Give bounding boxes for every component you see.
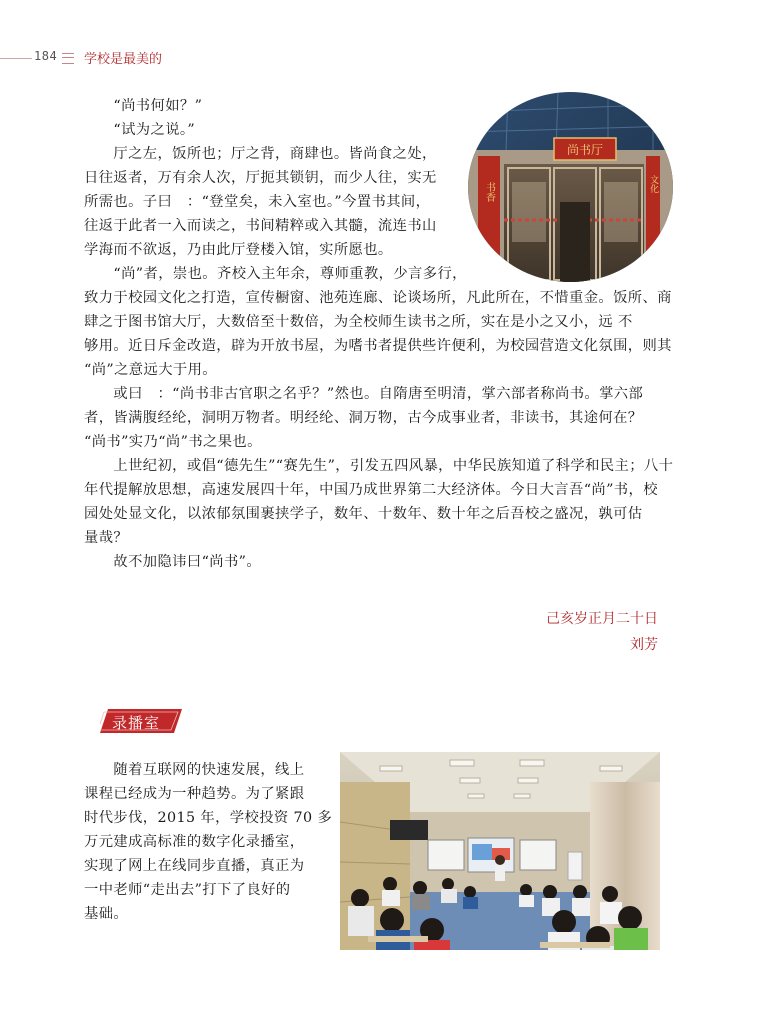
article-line: “尚书何如？”	[84, 98, 203, 114]
section-line: 一中老师“走出去”打下了良好的	[84, 882, 291, 898]
book-hall-illustration	[468, 92, 673, 282]
right-banner	[646, 156, 660, 266]
article-line: 学海而不欲返，乃由此厅登楼入馆，实所愿也。	[84, 242, 393, 258]
tv-screen	[390, 820, 428, 840]
section-tag-label: 录播室	[112, 714, 161, 732]
section-line: 随着互联网的快速发展，线上	[84, 762, 305, 778]
article-line: 者，皆满腹经纶，洞明万物者。明经纶、洞万物，古今成事业者，非读书，其途何在？	[84, 410, 643, 426]
section-line: 时代步伐，2015 年，学校投资 70 多	[84, 810, 333, 826]
left-banner-text: 书香	[483, 182, 495, 202]
page-number: 184	[34, 49, 58, 63]
article-line: 量哉？	[84, 530, 129, 546]
recording-room-photo	[340, 752, 660, 950]
section-line: 基础。	[84, 906, 129, 922]
header-separator	[62, 53, 74, 64]
article-wrapped-text	[84, 94, 467, 286]
article-line: 园处处显文化，以浓郁氛围裹挟学子，数年、十数年、数十年之后吾校之盛况，孰可估	[84, 506, 643, 522]
article-line: 或曰 ：“尚书非古官职之名乎？”然也。自隋唐至明清，掌六部者称尚书。掌六部	[84, 386, 644, 402]
article-line: 往返于此者一入而读之，书间精粹或入其髓，流连书山	[84, 218, 437, 234]
running-header	[0, 48, 300, 68]
article-line: 够用。近日斥金改造，辟为开放书屋，为嗜书者提供些许便利，为校园营造文化氛围，则其	[84, 338, 672, 354]
date-signature: 己亥岁正月二十日	[546, 611, 658, 627]
section-text	[84, 758, 334, 926]
article-line: 致力于校园文化之打造，宣传橱窗、池苑连廊、论谈场所，凡此所在，不惜重金。饭所、商	[84, 290, 672, 306]
article-line: 日往返者，万有余人次，厅扼其锁钥，而少人往，实无	[84, 170, 437, 186]
book-title: 学校是最美的	[84, 52, 163, 67]
article-line: 肆之于图书馆大厅，大数倍至十数倍，为全校师生读书之所，实在是小之又小，远 不	[84, 314, 633, 330]
article-line: “试为之说。”	[84, 122, 196, 138]
section-line: 万元建成高标准的数字化录播室，	[84, 834, 305, 850]
article-line: “尚”者，崇也。齐校入主年余，尊师重教，少言多行，	[84, 266, 467, 282]
article-full-text	[84, 286, 684, 574]
shop-sign-text: 尚书厅	[566, 143, 604, 157]
header-rule	[0, 58, 32, 59]
section-line: 实现了网上在线同步直播，真正为	[84, 858, 305, 874]
article-line: 厅之左，饭所也；厅之背，商肆也。皆尚食之处，	[84, 146, 437, 162]
section-line: 课程已经成为一种趋势。为了紧跟	[84, 786, 305, 802]
section-tag	[100, 708, 184, 734]
article-line: “尚”之意远大于用。	[84, 362, 217, 378]
article-line: 上世纪初，或倡“德先生”“赛先生”，引发五四风暴，中华民族知道了科学和民主；八十	[84, 458, 674, 474]
classroom-illustration	[340, 752, 660, 950]
author-name: 刘芳	[630, 637, 658, 653]
article-line: 所需也。子曰 ：“登堂矣，未入室也。”今置书其间，	[84, 194, 431, 210]
left-banner	[478, 156, 500, 276]
article-line: 年代提解放思想，高速发展四十年，中国乃成世界第二大经济体。今日大言吾“尚”书，校	[84, 482, 658, 498]
right-banner-text: 文化	[648, 175, 658, 193]
article-line: 故不加隐讳曰“尚书”。	[84, 554, 262, 570]
book-hall-photo	[468, 92, 673, 282]
article-line: “尚书”实乃“尚”书之果也。	[84, 434, 262, 450]
